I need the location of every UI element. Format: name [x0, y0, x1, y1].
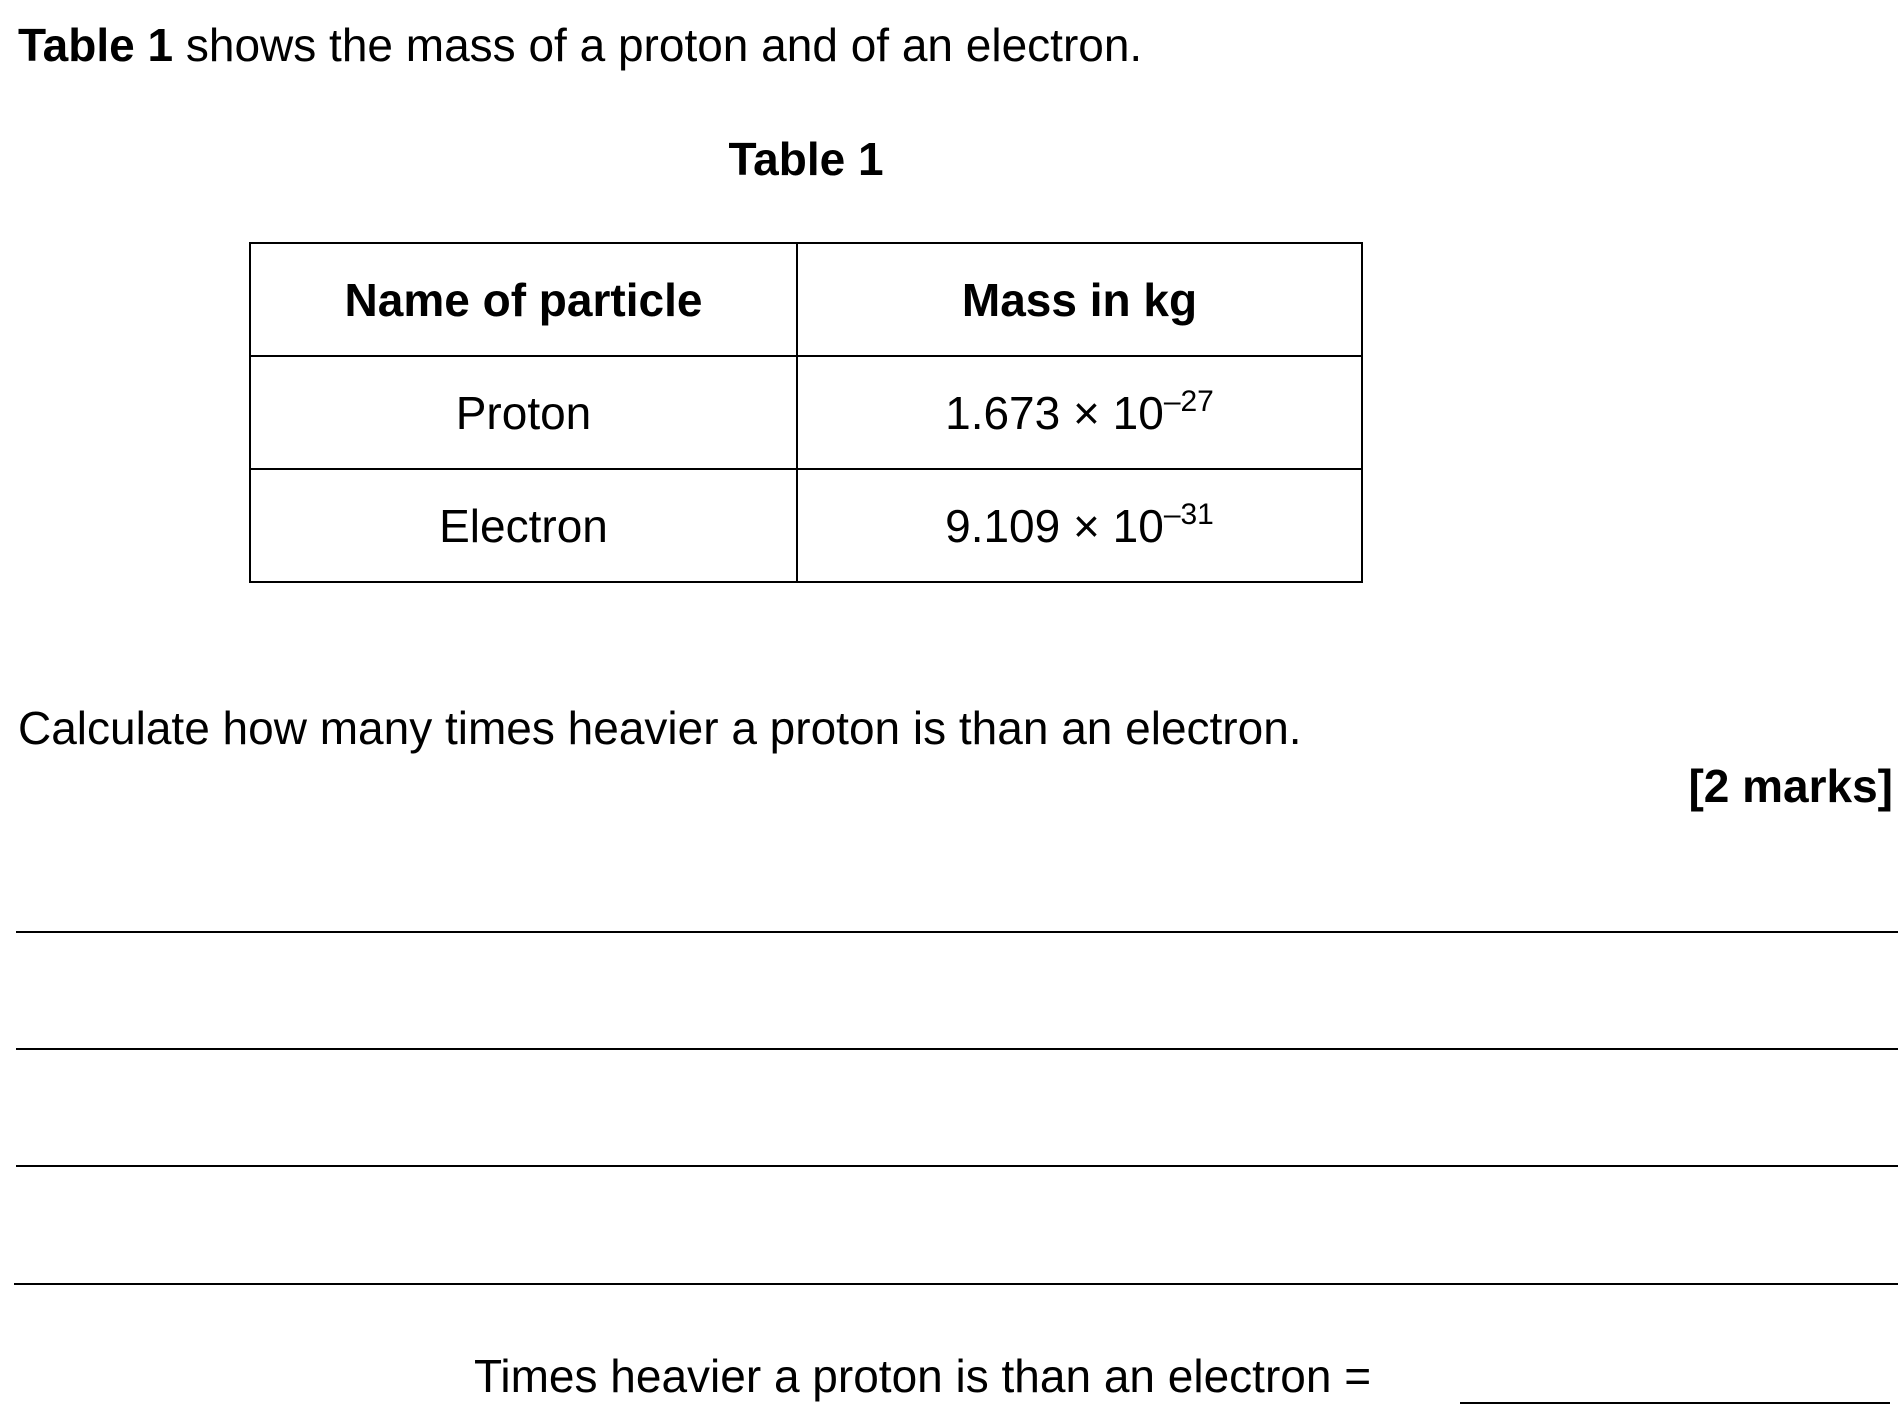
table-header-row	[250, 243, 1362, 356]
table-row	[250, 469, 1362, 582]
intro-table-ref: Table 1	[18, 19, 174, 71]
mass-exponent: –27	[1163, 384, 1214, 418]
mass-mantissa: 1.673 × 10	[945, 386, 1164, 439]
particle-name-cell: Electron	[250, 469, 797, 582]
answer-line-1[interactable]	[16, 931, 1898, 933]
header-name-of-particle: Name of particle	[250, 243, 797, 356]
particle-mass-cell	[797, 469, 1362, 582]
marks-label: [2 marks]	[1688, 760, 1893, 812]
table-caption: Table 1	[728, 133, 884, 185]
mass-mantissa: 9.109 × 10	[945, 499, 1164, 552]
answer-line-4[interactable]	[14, 1283, 1898, 1285]
answer-line-3[interactable]	[16, 1165, 1898, 1167]
intro-sentence: shows the mass of a proton and of an electron.	[173, 19, 1143, 71]
particle-mass-cell	[797, 356, 1362, 469]
mass-exponent: –31	[1163, 497, 1214, 531]
particle-name-cell: Proton	[250, 356, 797, 469]
particle-mass-table	[249, 242, 1363, 583]
intro-text	[18, 16, 1142, 74]
answer-line-2[interactable]	[16, 1048, 1898, 1050]
final-answer-label: Times heavier a proton is than an electron =	[474, 1350, 1372, 1402]
header-mass-in-kg: Mass in kg	[797, 243, 1362, 356]
final-answer-blank[interactable]	[1460, 1402, 1890, 1404]
table-row	[250, 356, 1362, 469]
question-text: Calculate how many times heavier a proton is than an electron.	[18, 702, 1302, 754]
